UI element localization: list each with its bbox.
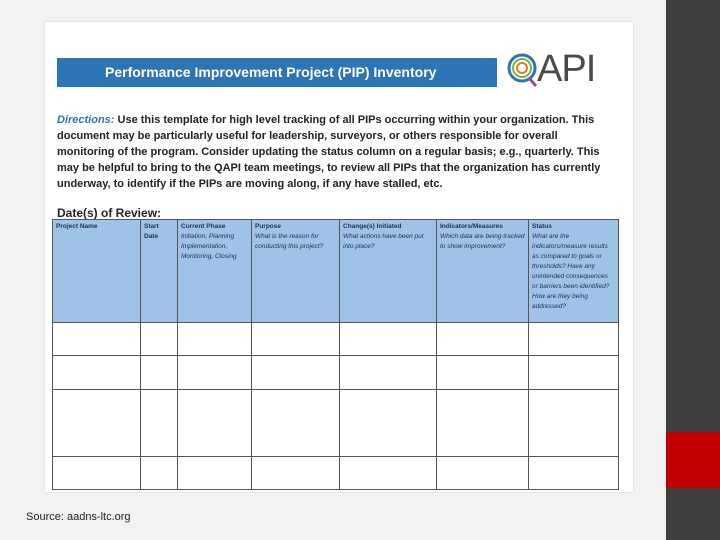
table-row — [53, 356, 619, 390]
qapi-logo — [505, 48, 625, 92]
table-row — [53, 323, 619, 356]
directions-label: Directions: — [57, 114, 115, 126]
qapi-logo-icon — [505, 48, 539, 92]
logo-text: API — [537, 48, 596, 90]
date-of-review — [57, 206, 299, 220]
document-image — [45, 22, 633, 492]
table-row — [53, 390, 619, 457]
side-bar-accent — [666, 432, 720, 488]
title-bar — [57, 58, 497, 87]
col-current-phase: Current Phase Initiation, Planning Implementation, Monitoring, Closing — [178, 220, 252, 323]
col-purpose: Purpose What is the reason for conducting this project? — [252, 220, 340, 323]
directions-text: Use this template for high level tracking of all PIPs occurring within your organization. This document may be particularly useful for leadership, surveyors, or others responsible for overall monitoring of the program. Consider updating the status column on a regular basis; e.g., quarterly. This may be helpful to bring to the QAPI team meetings, to review all PIPs that the organization has currently underway, to identify if the PIPs are moving along, if any have stalled, etc. — [57, 114, 601, 190]
document-title: Performance Improvement Project (PIP) Inventory — [105, 64, 437, 80]
source-caption: Source: aadns-ltc.org — [26, 511, 131, 523]
col-project-name: Project Name — [53, 220, 141, 323]
pip-inventory-table — [52, 219, 619, 490]
directions-paragraph — [57, 112, 617, 192]
col-status: Status What are the indicators/measure results as compared to goals or thresholds? Have any unintended consequences or barriers been identified? How are they being addressed? — [529, 220, 619, 323]
review-label: Date(s) of Review: — [57, 206, 162, 220]
col-changes-initiated: Change(s) Initiated What actions have been put into place? — [340, 220, 437, 323]
col-indicators-measures: Indicators/Measures Which data are being tracked to show improvement? — [437, 220, 529, 323]
col-start-date: Start Date — [141, 220, 178, 323]
table-header-row — [53, 220, 619, 323]
table-row — [53, 457, 619, 490]
